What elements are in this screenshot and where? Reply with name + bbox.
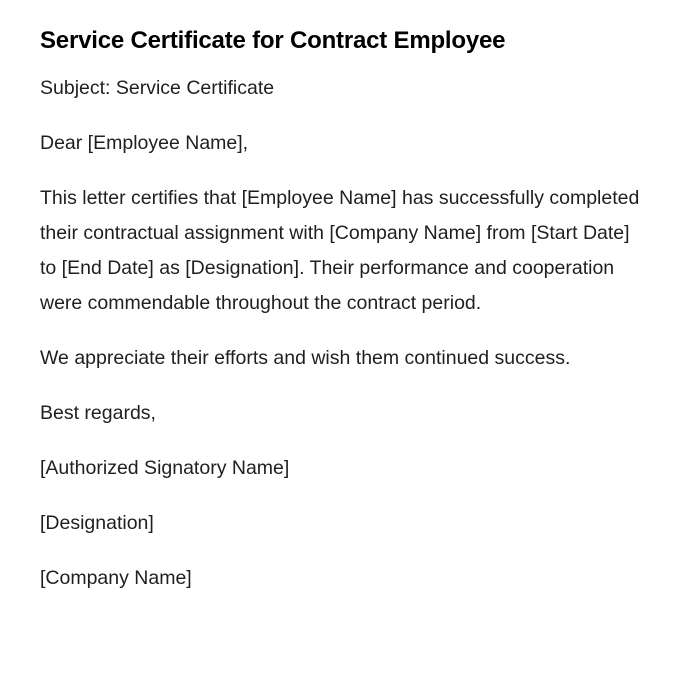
subject-line: Subject: Service Certificate	[40, 77, 275, 99]
sign-off: Best regards,	[40, 402, 156, 424]
certificate-document	[40, 22, 650, 616]
signatory-designation: [Designation]	[40, 512, 154, 534]
body-paragraph: This letter certifies that [Employee Name] has successfully completed their contractual assignment with [Company Name] from [Start Date] to [End Date] as [Designation]. Their performance and cooperation were commendable throughout the contract period.	[40, 187, 640, 314]
salutation: Dear [Employee Name],	[40, 132, 249, 154]
signatory-name: [Authorized Signatory Name]	[40, 457, 290, 479]
closing-paragraph: We appreciate their efforts and wish them continued success.	[40, 347, 571, 369]
document-title: Service Certificate for Contract Employee	[40, 27, 506, 54]
company-name: [Company Name]	[40, 567, 192, 589]
